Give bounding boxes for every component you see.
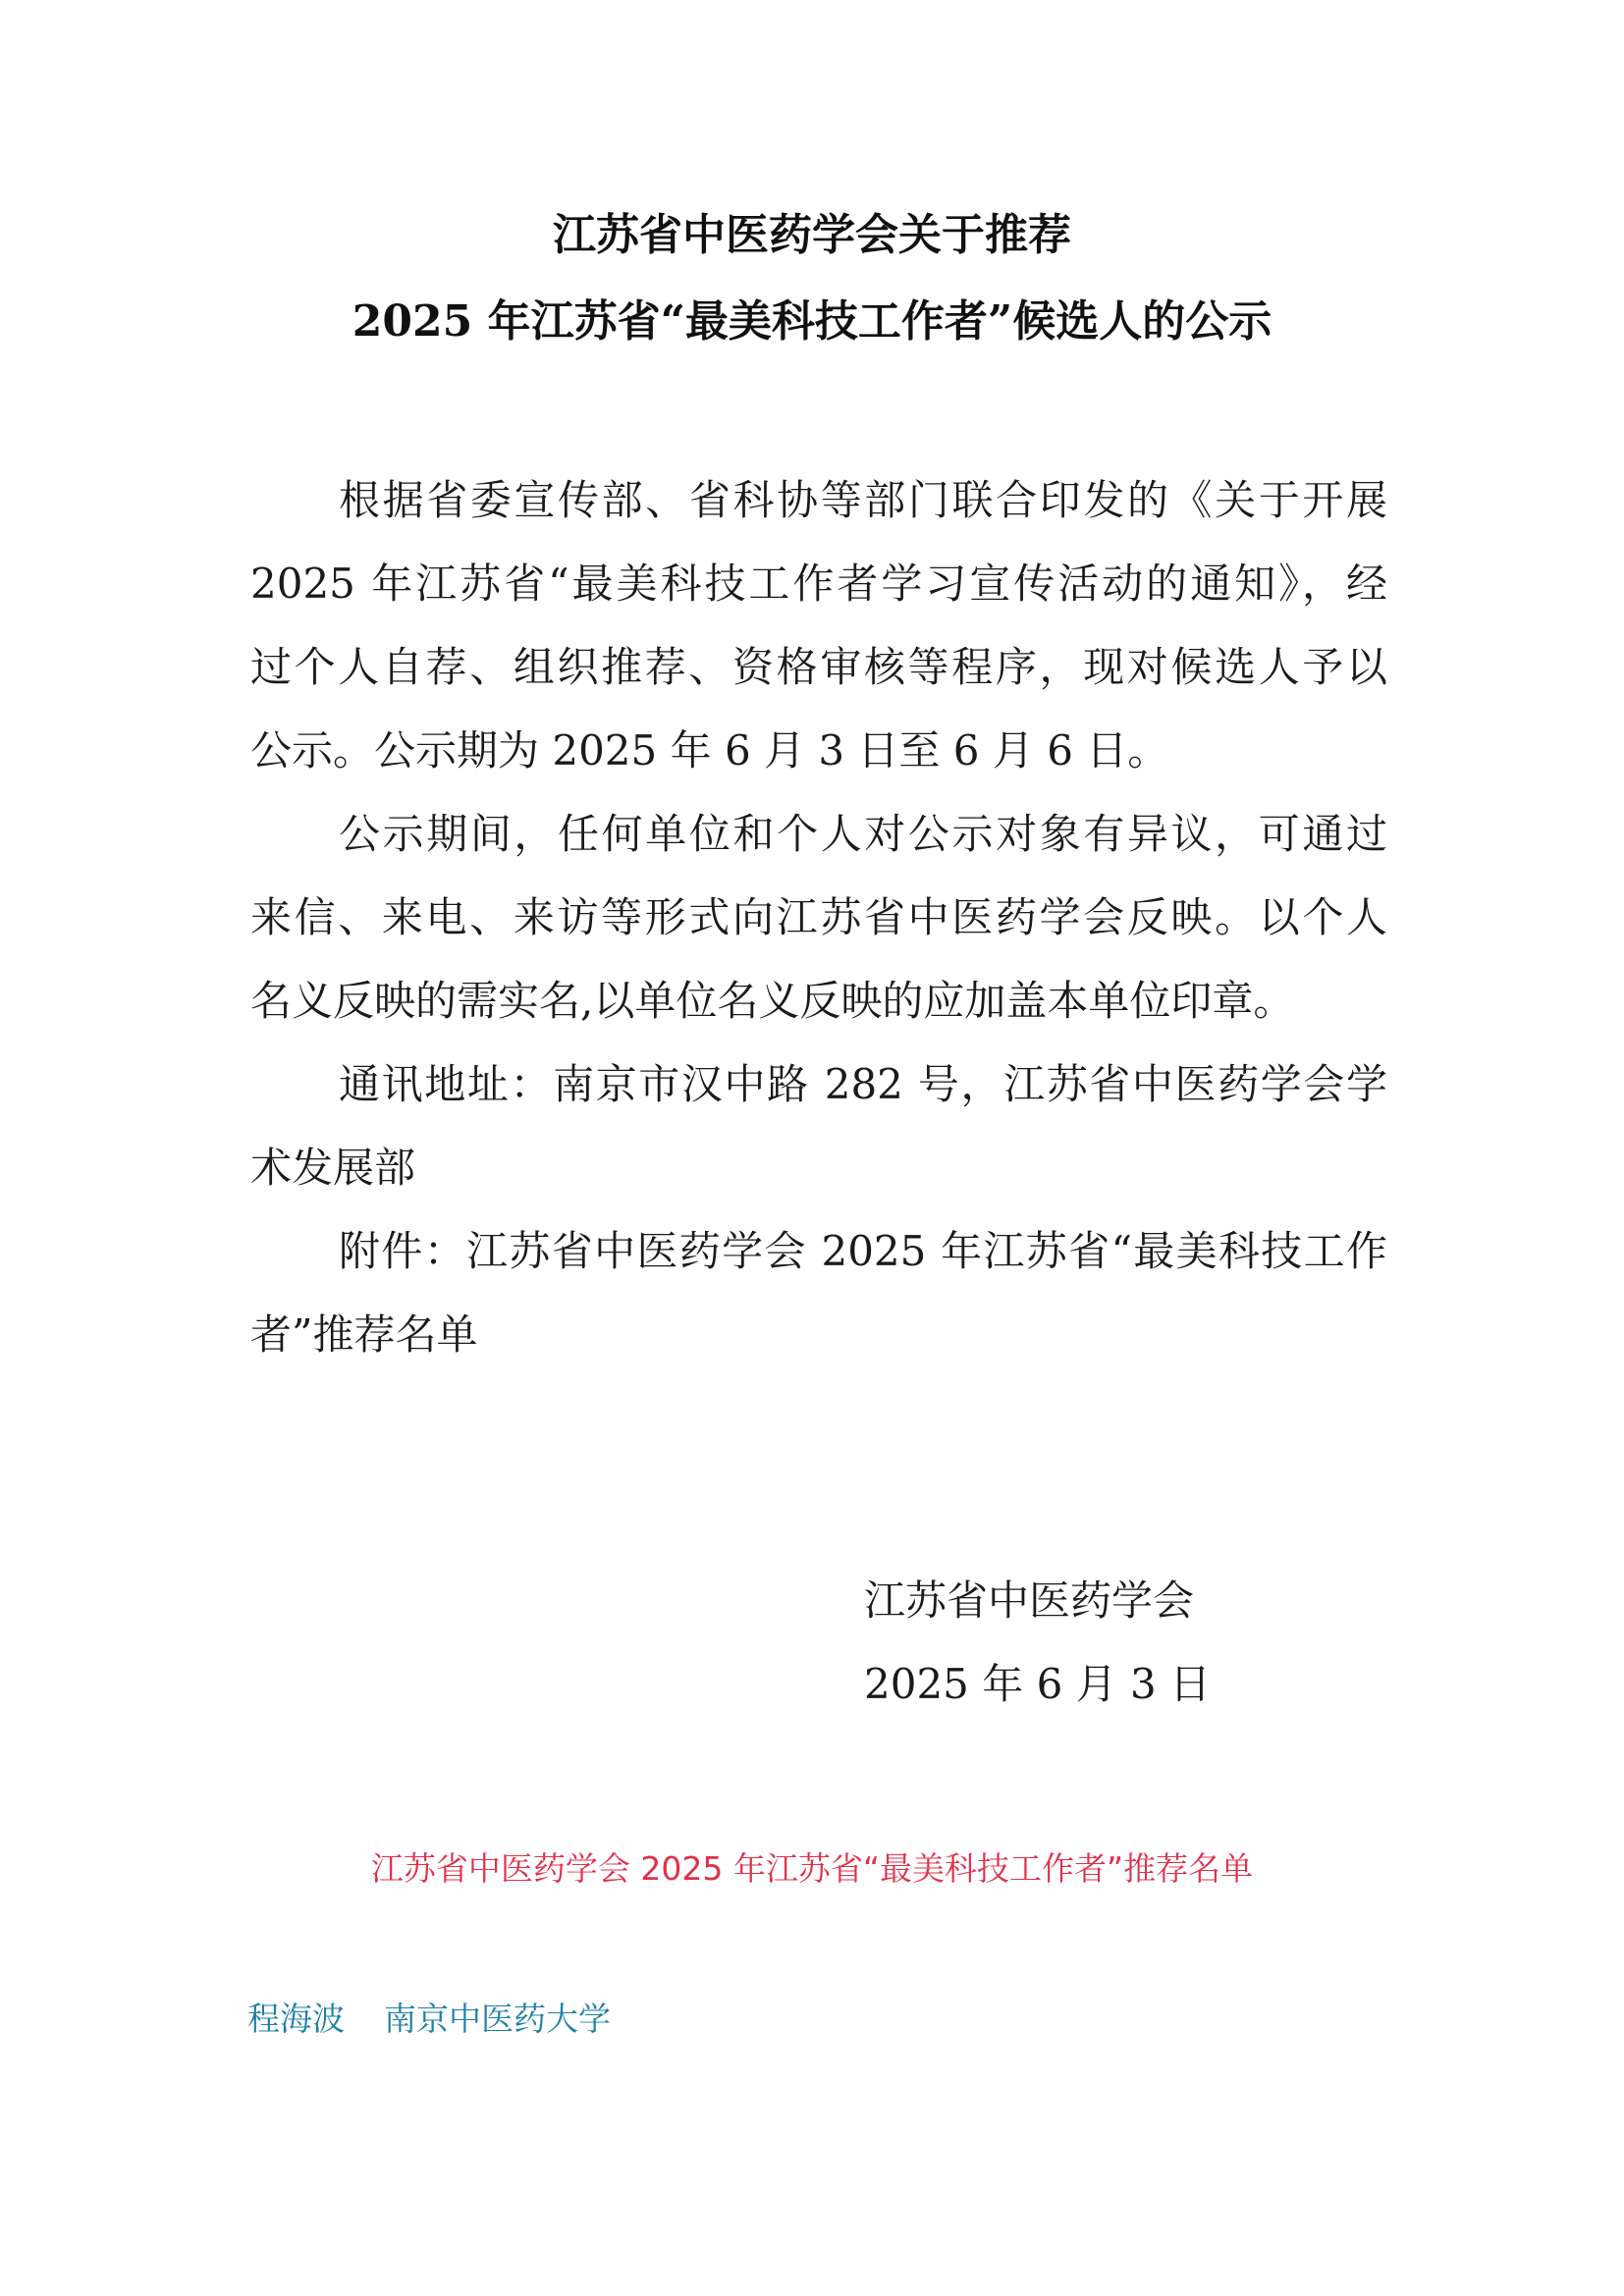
- attachment-title: 江苏省中医药学会 2025 年江苏省“最美科技工作者”推荐名单: [370, 1849, 1254, 1888]
- document-title-line1: 江苏省中医药学会关于推荐: [553, 210, 1071, 260]
- document-title-line2: 2025 年江苏省“最美科技工作者”候选人的公示: [352, 296, 1272, 347]
- signature-date: 2025 年 6 月 3 日: [864, 1660, 1212, 1708]
- para2-line2: 来信、来电、来访等形式向江苏省中医药学会反映。以个人: [250, 893, 1387, 941]
- para4-line2: 者”推荐名单: [250, 1310, 478, 1359]
- nominee-name: 程海波: [247, 2000, 345, 2038]
- para1-line1: 根据省委宣传部、省科协等部门联合印发的《关于开展: [339, 476, 1387, 524]
- para3-line2: 术发展部: [250, 1144, 416, 1192]
- para2-line1: 公示期间，任何单位和个人对公示对象有异议，可通过: [339, 810, 1387, 858]
- para1-line4: 公示。公示期为 2025 年 6 月 3 日至 6 月 6 日。: [250, 726, 1169, 774]
- para4-line1: 附件：江苏省中医药学会 2025 年江苏省“最美科技工作: [339, 1227, 1387, 1275]
- para1-line2: 2025 年江苏省“最美科技工作者学习宣传活动的通知》，经: [250, 560, 1387, 608]
- signature-org: 江苏省中医药学会: [864, 1576, 1195, 1625]
- nominee-org: 南京中医药大学: [384, 2000, 611, 2038]
- para1-line3: 过个人自荐、组织推荐、资格审核等程序，现对候选人予以: [250, 643, 1387, 691]
- para3-line1: 通讯地址：南京市汉中路 282 号，江苏省中医药学会学: [339, 1060, 1387, 1108]
- nominee-entry: [247, 1996, 611, 2043]
- para2-line3: 名义反映的需实名,以单位名义反映的应加盖本单位印章。: [250, 977, 1295, 1025]
